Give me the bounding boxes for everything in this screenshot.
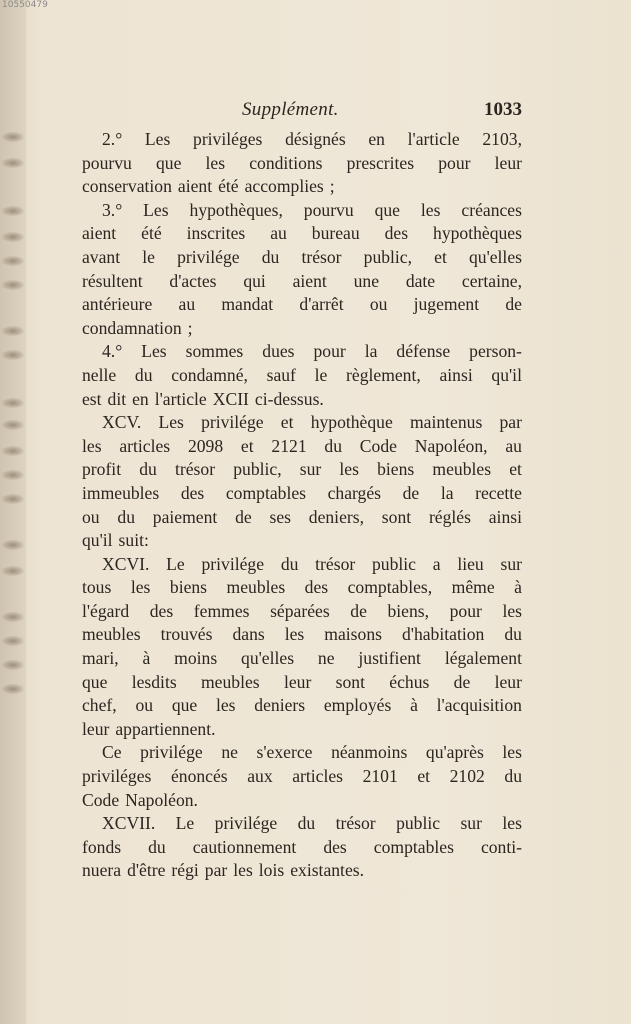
word: lois — [258, 860, 285, 881]
word: Les — [158, 412, 184, 433]
ink-bleed-mark — [2, 326, 24, 336]
word: créances — [461, 199, 522, 220]
word: priviléges — [193, 129, 263, 149]
word: 2121 — [271, 435, 307, 456]
word: maintenus — [409, 412, 483, 433]
word: comptables — [225, 482, 306, 503]
word: meubles — [226, 577, 286, 598]
word: public, — [233, 459, 282, 480]
word: biens — [169, 577, 208, 598]
word: du — [504, 766, 522, 787]
word: mari, — [82, 648, 119, 669]
word: s'exerce — [256, 742, 313, 763]
text-line — [82, 694, 522, 718]
word: l'article — [154, 388, 207, 409]
word: fonds — [82, 836, 122, 857]
word: sont — [335, 671, 365, 692]
word: profit — [82, 459, 122, 480]
word: des — [323, 836, 347, 857]
word: sont — [381, 506, 412, 527]
text-line — [82, 718, 522, 742]
word: 2103, — [482, 129, 522, 149]
word: Le — [166, 553, 185, 574]
ink-bleed-mark — [2, 132, 24, 142]
word: le — [314, 364, 328, 385]
word: conservation — [82, 176, 172, 197]
word: avant — [82, 246, 121, 267]
word: hypothèques — [433, 223, 522, 244]
ink-bleed-mark — [2, 494, 24, 504]
word: aient — [177, 176, 213, 197]
word: deniers, — [308, 506, 364, 527]
word: du — [504, 624, 522, 645]
page-header — [82, 99, 522, 123]
word: trésor — [301, 246, 342, 267]
text-line — [82, 270, 522, 294]
page-number: 1033 — [484, 99, 522, 120]
word: public — [372, 553, 416, 574]
word: néanmoins — [331, 742, 408, 763]
word: qu'il — [491, 364, 522, 385]
word: lieu — [457, 553, 484, 574]
word: chargés — [327, 482, 382, 503]
word: ou — [135, 695, 154, 716]
word: trésor — [175, 459, 216, 480]
word: privilége — [201, 412, 264, 433]
word: Code — [82, 789, 120, 810]
word: 2098 — [187, 435, 224, 456]
word: une — [353, 270, 380, 291]
word: du — [117, 506, 135, 527]
word: du — [280, 553, 299, 574]
text-line — [82, 199, 522, 223]
word: du — [324, 435, 342, 456]
word: trouvés — [160, 624, 213, 645]
word: meubles — [432, 459, 492, 480]
word: qu'elles — [468, 246, 522, 267]
word: les — [339, 459, 359, 480]
word: qu'il — [82, 530, 113, 551]
scan-identifier: 10550479 — [2, 0, 48, 10]
word: ne — [317, 648, 335, 669]
word: par — [204, 860, 228, 881]
text-line — [82, 529, 522, 553]
word: nelle — [82, 364, 117, 385]
word: et — [240, 435, 254, 456]
text-line — [82, 859, 522, 883]
text-line — [82, 246, 522, 270]
text-line — [82, 175, 522, 199]
ink-bleed-mark — [2, 636, 24, 646]
ink-bleed-mark — [2, 232, 24, 242]
word: chef, — [82, 695, 117, 716]
text-line — [82, 482, 522, 506]
word: pourvu — [82, 152, 132, 173]
ink-bleed-mark — [2, 470, 24, 480]
word: privilége — [201, 553, 265, 574]
word: les — [420, 199, 441, 220]
word: paiement — [152, 506, 218, 527]
word: conditions — [249, 152, 323, 173]
word: les — [215, 695, 236, 716]
word: privilége — [177, 246, 240, 267]
word: cautionnement — [192, 836, 297, 857]
word: d'actes — [169, 270, 217, 291]
text-line — [82, 741, 522, 765]
word: à — [142, 648, 151, 669]
word: été — [218, 176, 239, 197]
word: privilége — [140, 742, 203, 763]
word: articles — [292, 766, 343, 787]
ink-bleed-mark — [2, 566, 24, 576]
word: meubles — [201, 671, 260, 692]
word: 2.° — [102, 129, 123, 149]
text-line — [82, 600, 522, 624]
word: les — [130, 577, 151, 598]
word: pour — [449, 600, 482, 621]
word: les — [502, 742, 522, 763]
word: du — [134, 364, 153, 385]
text-line — [82, 623, 522, 647]
word: Ce — [102, 742, 122, 763]
text-line — [82, 411, 522, 435]
word: moins — [174, 648, 218, 669]
word: articles — [119, 435, 171, 456]
word: deniers — [254, 695, 306, 716]
word: biens — [377, 459, 415, 480]
text-line — [82, 152, 522, 176]
word: est — [82, 388, 102, 409]
word: ne — [221, 742, 238, 763]
word: l'acquisition — [436, 695, 522, 716]
word: person- — [469, 341, 522, 362]
word: du — [139, 459, 157, 480]
text-line — [82, 812, 522, 836]
word: et — [509, 459, 522, 480]
ink-bleed-mark — [2, 446, 24, 456]
word: XCII — [212, 388, 249, 409]
text-line — [82, 317, 522, 341]
word: d'être — [127, 860, 166, 881]
ink-bleed-mark — [2, 684, 24, 694]
word: date — [405, 270, 436, 291]
word: trésor — [315, 553, 356, 574]
word: leur — [494, 671, 522, 692]
word: que — [374, 199, 400, 220]
word: ainsi — [439, 364, 473, 385]
word: les — [233, 860, 253, 881]
word: du — [297, 813, 316, 834]
word: sur — [500, 553, 522, 574]
word: au — [270, 223, 287, 244]
page-gutter — [0, 0, 26, 1024]
word: les — [205, 152, 226, 173]
word: existantes. — [290, 860, 364, 881]
word: les — [82, 435, 102, 456]
text-line — [82, 506, 522, 530]
word: ses — [269, 506, 291, 527]
running-title: Supplément. — [242, 99, 339, 120]
body-text — [82, 128, 522, 883]
word: comptables — [373, 836, 454, 857]
word: en — [368, 129, 385, 149]
word: en — [132, 388, 149, 409]
word: qui — [243, 270, 266, 291]
word: à — [410, 695, 418, 716]
word: ci-dessus. — [254, 388, 324, 409]
word: qu'après — [425, 742, 484, 763]
word: des — [384, 223, 409, 244]
word: l'article — [407, 129, 460, 149]
word: biens, — [387, 600, 430, 621]
text-line — [82, 364, 522, 388]
text-line — [82, 789, 522, 813]
word: résultent — [82, 270, 143, 291]
word: défense — [396, 341, 451, 362]
word: à — [514, 577, 522, 598]
ink-bleed-mark — [2, 660, 24, 670]
text-line — [82, 222, 522, 246]
word: ; — [187, 317, 193, 338]
text-line — [82, 576, 522, 600]
word: dues — [262, 341, 295, 362]
word: Napoléon. — [125, 789, 198, 810]
word: justifient — [358, 648, 421, 669]
word: des — [180, 482, 205, 503]
text-line — [82, 836, 522, 860]
word: pour — [313, 341, 346, 362]
word: d'habitation — [401, 624, 485, 645]
word: désignés — [285, 129, 346, 149]
word: et — [434, 246, 447, 267]
ink-bleed-mark — [2, 256, 24, 266]
word: hypothèques, — [189, 199, 283, 220]
word: d'arrêt — [299, 294, 344, 315]
word: du — [261, 246, 280, 267]
word: trésor — [335, 813, 376, 834]
text-line — [82, 435, 522, 459]
word: immeubles — [82, 482, 160, 503]
word: inscrites — [186, 223, 246, 244]
word: les — [502, 813, 522, 834]
word: l'égard — [82, 600, 130, 621]
word: séparées — [270, 600, 330, 621]
word: accomplies — [244, 176, 324, 197]
word: prescrites — [346, 152, 415, 173]
word: Code — [359, 435, 397, 456]
word: jugement — [413, 294, 480, 315]
word: tous — [82, 577, 112, 598]
word: 2102 — [449, 766, 485, 787]
word: qu'elles — [241, 648, 295, 669]
word: la — [440, 482, 454, 503]
word: échus — [389, 671, 430, 692]
word: de — [453, 671, 471, 692]
text-line — [82, 293, 522, 317]
word: pourvu — [303, 199, 354, 220]
word: Napoléon, — [414, 435, 488, 456]
word: sur — [299, 459, 322, 480]
word: au — [178, 294, 196, 315]
ink-bleed-mark — [2, 420, 24, 430]
word: aient — [292, 270, 327, 291]
word: Les — [141, 341, 167, 362]
word: a — [432, 553, 441, 574]
word: les — [502, 600, 522, 621]
word: mandat — [221, 294, 274, 315]
word: nuera — [82, 860, 122, 881]
word: que — [155, 152, 182, 173]
ink-bleed-mark — [2, 350, 24, 360]
word: ; — [329, 176, 335, 197]
word: maisons — [324, 624, 382, 645]
text-line — [82, 128, 522, 152]
ink-bleed-mark — [2, 280, 24, 290]
word: hypothèque — [310, 412, 393, 433]
word: que — [82, 671, 108, 692]
text-line — [82, 553, 522, 577]
text-line — [82, 671, 522, 695]
word: énoncés — [170, 766, 228, 787]
word: été — [141, 223, 162, 244]
word: de — [505, 294, 522, 315]
word: bureau — [311, 223, 360, 244]
word: le — [142, 246, 155, 267]
text-line — [82, 388, 522, 412]
word: recette — [475, 482, 522, 503]
word: employés — [323, 695, 392, 716]
word: des — [304, 577, 329, 598]
word: et — [417, 766, 431, 787]
word: pour — [438, 152, 471, 173]
ink-bleed-mark — [2, 540, 24, 550]
word: les — [284, 624, 305, 645]
word: ainsi — [488, 506, 522, 527]
word: meubles — [82, 624, 141, 645]
word: 4.° — [102, 341, 123, 362]
word: conti- — [480, 836, 522, 857]
word: aient — [82, 223, 117, 244]
word: réglés — [428, 506, 471, 527]
word: sauf — [266, 364, 296, 385]
word: suit: — [118, 530, 149, 551]
word: public, — [363, 246, 413, 267]
text-line — [82, 765, 522, 789]
word: privilége — [214, 813, 278, 834]
word: lesdits — [131, 671, 177, 692]
word: légalement — [444, 648, 522, 669]
word: comptables, — [347, 577, 433, 598]
word: au — [505, 435, 522, 456]
word: Les — [144, 129, 171, 149]
word: 3.° — [102, 199, 123, 220]
word: ou — [369, 294, 388, 315]
ink-bleed-mark — [2, 158, 24, 168]
word: Les — [143, 199, 169, 220]
word: sommes — [185, 341, 244, 362]
word: des — [149, 600, 174, 621]
word: certaine, — [461, 270, 522, 291]
word: régi — [171, 860, 199, 881]
word: 2101 — [362, 766, 398, 787]
word: appartiennent. — [115, 718, 216, 739]
word: XCVI. — [102, 553, 150, 574]
word: même — [451, 577, 495, 598]
word: leur — [494, 152, 522, 173]
word: XCV. — [102, 412, 142, 433]
word: dit — [107, 388, 127, 409]
text-line — [82, 458, 522, 482]
word: aux — [247, 766, 273, 787]
word: ou — [82, 506, 100, 527]
word: XCVII. — [102, 813, 156, 834]
word: règlement, — [346, 364, 421, 385]
word: de — [402, 482, 420, 503]
word: la — [364, 341, 378, 362]
word: de — [235, 506, 252, 527]
word: public — [396, 813, 441, 834]
ink-bleed-mark — [2, 398, 24, 408]
word: leur — [283, 671, 312, 692]
word: priviléges — [82, 766, 152, 787]
text-line — [82, 647, 522, 671]
word: condamné, — [171, 364, 248, 385]
word: leur — [82, 718, 110, 739]
word: condamnation — [82, 317, 182, 338]
word: sur — [460, 813, 482, 834]
word: que — [171, 695, 198, 716]
word: du — [148, 836, 166, 857]
ink-bleed-mark — [2, 206, 24, 216]
word: et — [280, 412, 294, 433]
word: de — [350, 600, 367, 621]
ink-bleed-mark — [2, 612, 24, 622]
text-line — [82, 340, 522, 364]
word: femmes — [193, 600, 250, 621]
word: par — [499, 412, 522, 433]
word: Le — [175, 813, 195, 834]
word: antérieure — [82, 294, 153, 315]
word: dans — [232, 624, 265, 645]
